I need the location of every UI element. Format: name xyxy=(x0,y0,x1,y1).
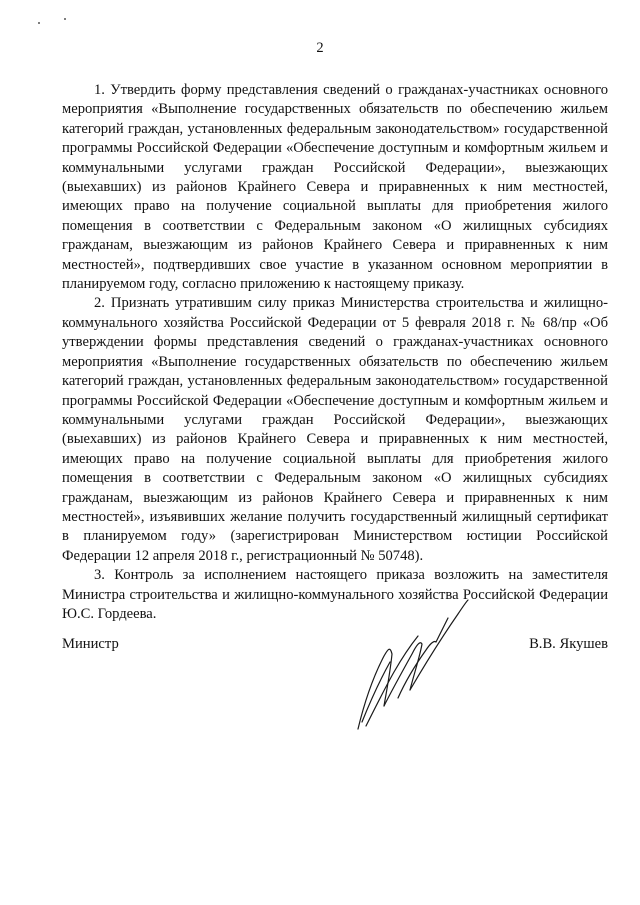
signatory-title: Министр xyxy=(62,636,119,652)
scan-artifact xyxy=(38,22,40,24)
page-number: 2 xyxy=(316,40,324,56)
signatory-name: В.В. Якушев xyxy=(529,636,608,652)
paragraph-approve-form: 1. Утвердить форму представления сведений о гражданах-участниках основного мероприятия «Выполнение государственных обязательств по обеспечению жильем категорий граждан, установленных федеральным законодательством» государственной программы Российской Федерации «Обеспечение доступным и комфортным жильем и коммунальными услугами граждан Российской Федерации», выезжающих (выехавших) из районов Крайнего Севера и приравненных к ним местностей, имеющих право на получение социальной выплаты для приобретения жилого помещения в соответствии с Федеральным законом «О жилищных субсидиях гражданам, выезжающим из районов Крайнего Севера и приравненных к ним местностей», подтвердивших свое участие в указанном основном мероприятии в планируемом году, согласно приложению к настоящему приказу. xyxy=(62,82,608,293)
paragraph-revoke-order: 2. Признать утратившим силу приказ Министерства строительства и жилищно-коммунального хозяйства Российской Федерации от 5 февраля 2018 г. № 68/пр «Об утверждении формы представления сведений о гражданах-участниках основного мероприятия «Выполнение государственных обязательств по обеспечению жильем категорий граждан, установленных федеральным законодательством» государственной программы Российской Федерации «Обеспечение доступным и комфортным жильем и коммунальными услугами граждан Российской Федерации», выезжающих (выехавших) из районов Крайнего Севера и приравненных к ним местностей, имеющих право на получение социальной выплаты для приобретения жилого помещения в соответствии с Федеральным законом «О жилищных субсидиях гражданам, выезжающим из районов Крайнего Севера и приравненных к ним местностей», изъявивших желание получить государственный жилищный сертификат в планируемом году» (зарегистрирован Министерством юстиции Российской Федерации 12 апреля 2018 г., регистрационный № 50748). xyxy=(62,295,608,564)
document-body xyxy=(62,81,608,624)
paragraph-control: 3. Контроль за исполнением настоящего приказа возложить на заместителя Министра строительства и жилищно-коммунального хозяйства Российской Федерации Ю.С. Гордеева. xyxy=(62,567,608,622)
signature-block xyxy=(62,636,608,660)
handwritten-signature xyxy=(340,594,500,734)
scan-artifact xyxy=(64,18,66,20)
